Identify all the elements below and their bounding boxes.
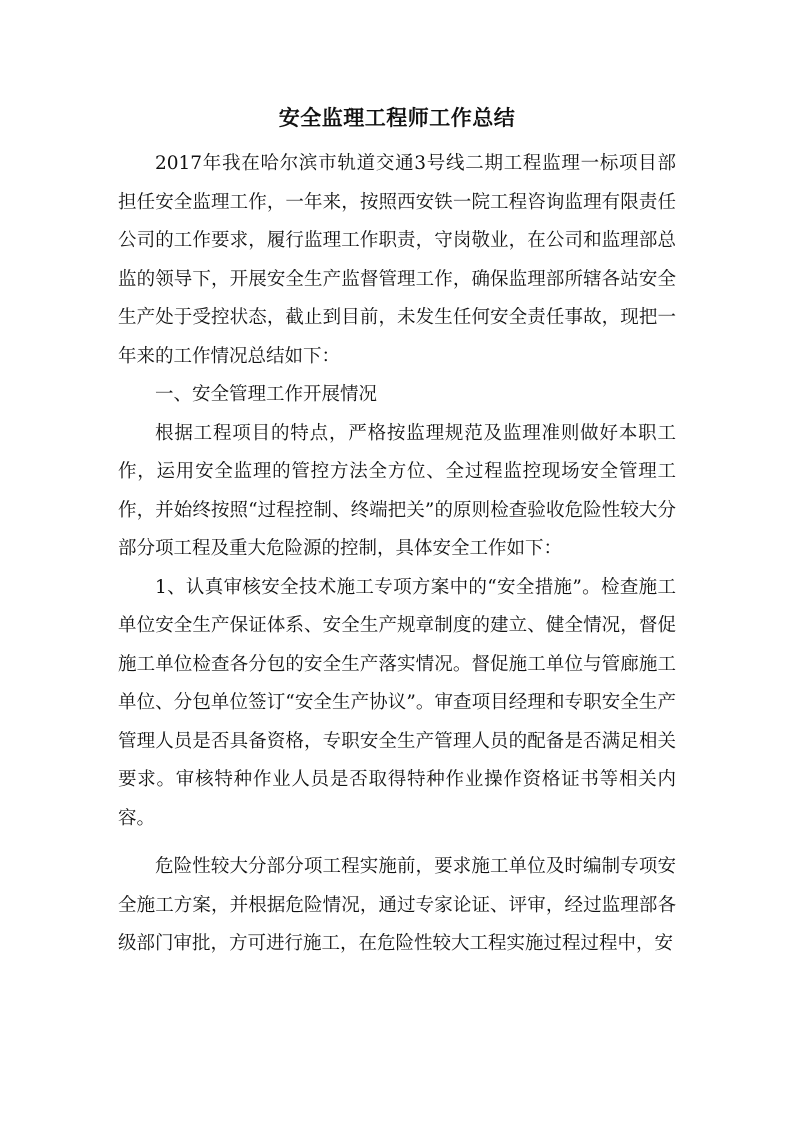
paragraph-approach: 根据工程项目的特点，严格按监理规范及监理准则做好本职工作，运用安全监理的管控方法全方位、全过程监控现场安全管理工作，并始终按照“过程控制、终端把关”的原则检查验收危险性较大分部分项工程及重大危险源的控制，具体安全工作如下：	[118, 422, 676, 559]
paragraph-intro: 2017年我在哈尔滨市轨道交通3号线二期工程监理一标项目部担任安全监理工作，一年来，按照西安铁一院工程咨询监理有限责任公司的工作要求，履行监理工作职责，守岗敬业，在公司和监理部总监的领导下，开展安全生产监督管理工作，确保监理部所辖各站安全生产处于受控状态，截止到目前，未发生任何安全责任事故，现把一年来的工作情况总结如下：	[118, 153, 676, 367]
document-title: 安全监理工程师工作总结	[278, 105, 516, 130]
paragraph-hazard: 危险性较大分部分项工程实施前，要求施工单位及时编制专项安全施工方案，并根据危险情况，通过专家论证、评审，经过监理部各级部门审批，方可进行施工，在危险性较大工程实施过程过程中，安	[118, 856, 676, 954]
paragraph-item-1: 1、认真审核安全技术施工专项方案中的“安全措施”。检查施工单位安全生产保证体系、安全生产规章制度的建立、健全情况，督促施工单位检查各分包的安全生产落实情况。督促施工单位与管廊施工单位、分包单位签订“安全生产协议”。审查项目经理和专职安全生产管理人员是否具备资格，专职安全生产管理人员的配备是否满足相关要求。审核特种作业人员是否取得特种作业操作资格证书等相关内容。	[118, 576, 676, 829]
section-heading-1: 一、安全管理工作开展情况	[155, 384, 378, 405]
